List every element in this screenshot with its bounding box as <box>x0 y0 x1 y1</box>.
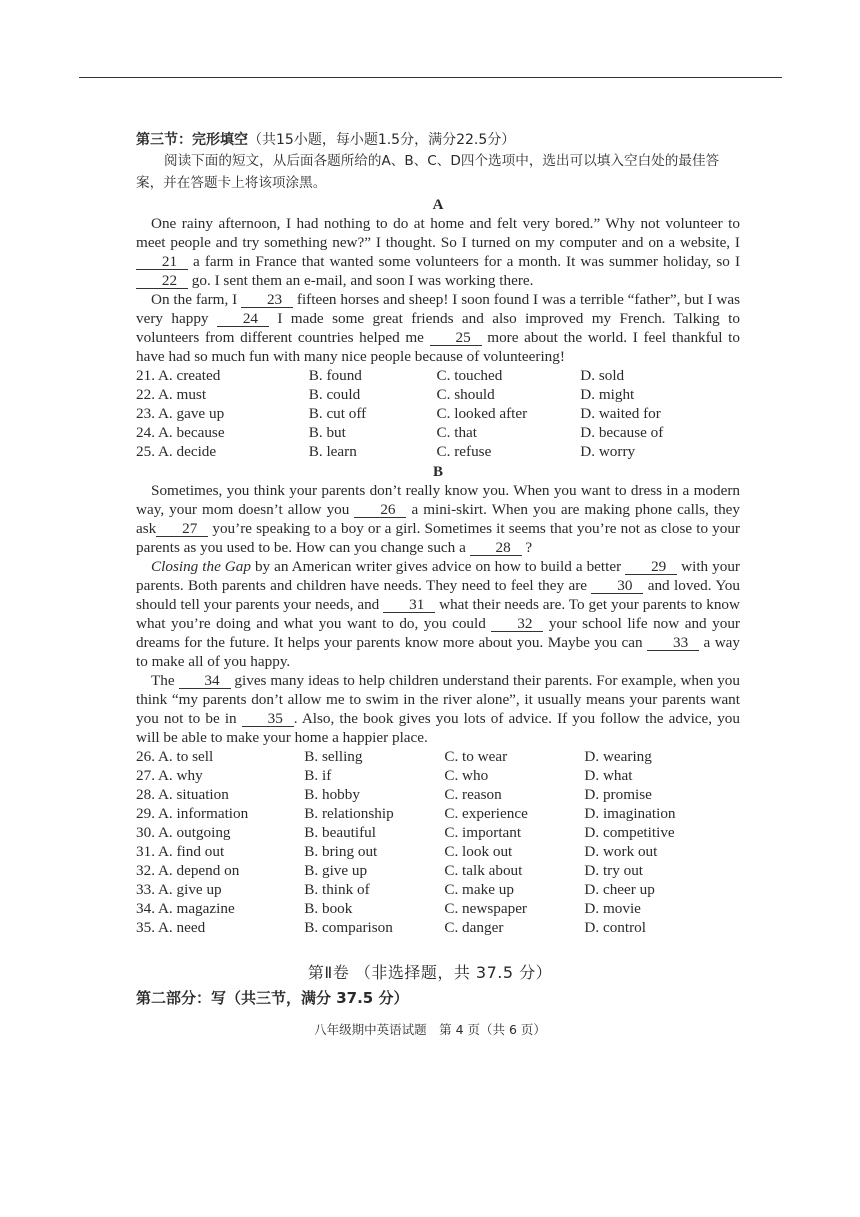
option-c: C. talk about <box>444 862 523 879</box>
volume-title: 第Ⅱ卷 （非选择题，共 37.5 分） <box>307 963 553 982</box>
option-a: 31. A. find out <box>136 843 225 860</box>
option-a: 28. A. situation <box>136 786 229 803</box>
text-run: . Also, the book gives you lots of advice. If you follow the advice, you will be able to make your home a happier place. <box>136 710 740 746</box>
answer-blank: 34 <box>179 673 231 689</box>
section-instruction: 阅读下面的短文，从后面各题所给的A、B、C、D四个选项中，选出可以填入空白处的最佳答案，并在答题卡上将该项涂黑。 <box>136 153 720 191</box>
option-a: 35. A. need <box>136 919 206 936</box>
answer-blank: 24 <box>217 311 269 327</box>
question-options-34 <box>136 899 740 918</box>
option-b: B. learn <box>308 443 357 460</box>
text-run: with your parents. Both parents and children have needs. They need to feel they are <box>136 558 740 594</box>
option-d: D. work out <box>584 843 658 860</box>
passage-b-options <box>136 747 740 937</box>
page-footer: 八年级期中英语试题 第 4 页（共 6 页） <box>314 1022 546 1037</box>
option-b: B. think of <box>304 881 370 898</box>
question-options-27 <box>136 766 740 785</box>
text-run: your school life now and your dreams for the future. It helps your parents know more about you. Maybe you can <box>136 615 740 651</box>
question-options-35 <box>136 918 740 937</box>
passage-a-label: A <box>432 197 444 213</box>
section-heading-title: 第三节：完形填空 <box>136 132 248 148</box>
top-rule <box>79 77 782 78</box>
option-c: C. make up <box>444 881 514 898</box>
option-a: 32. A. depend on <box>136 862 240 879</box>
answer-blank: 26 <box>354 502 406 518</box>
text-run: The <box>151 672 179 689</box>
option-c: C. important <box>444 824 522 841</box>
option-a: 21. A. created <box>136 367 221 384</box>
answer-blank: 33 <box>647 635 699 651</box>
passage-a-paragraph-2 <box>136 290 740 366</box>
option-d: D. cheer up <box>584 881 655 898</box>
option-b: B. comparison <box>304 919 393 936</box>
option-d: D. sold <box>580 367 625 384</box>
answer-blank: 30 <box>591 578 643 594</box>
option-c: C. danger <box>444 919 504 936</box>
exam-content <box>136 130 740 937</box>
question-options-26 <box>136 747 740 766</box>
option-d: D. competitive <box>584 824 675 841</box>
text-run: go. I sent them an e-mail, and soon I was working there. <box>188 272 534 289</box>
question-options-31 <box>136 842 740 861</box>
option-c: C. that <box>436 424 477 441</box>
answer-blank: 27 <box>156 521 208 537</box>
answer-blank: 29 <box>625 559 677 575</box>
text-run: and loved. You should tell your parents your needs, and <box>136 577 740 613</box>
question-options-24 <box>136 423 740 442</box>
option-c: C. newspaper <box>444 900 527 917</box>
option-b: B. give up <box>304 862 368 879</box>
question-options-21 <box>136 366 740 385</box>
passage-b-paragraph-3 <box>136 671 740 747</box>
option-d: D. what <box>584 767 633 784</box>
text-run: On the farm, I <box>151 291 242 308</box>
text-run: One rainy afternoon, I had nothing to do at home and felt very bored.” Why not volunteer to meet people and try something new?” I thought. So I turned on my computer and on a website, I <box>136 215 740 251</box>
option-b: B. could <box>308 386 361 403</box>
option-c: C. look out <box>444 843 513 860</box>
option-d: D. might <box>580 386 635 403</box>
option-a: 34. A. magazine <box>136 900 235 917</box>
option-d: D. control <box>584 919 646 936</box>
question-options-33 <box>136 880 740 899</box>
option-d: D. worry <box>580 443 636 460</box>
part-heading: 第二部分：写（共三节，满分 37.5 分） <box>136 989 409 1007</box>
book-title: Closing the Gap <box>151 558 251 575</box>
answer-blank: 21 <box>136 254 188 270</box>
option-a: 24. A. because <box>136 424 225 441</box>
text-run: a mini-skirt. When you are making phone calls, they ask <box>136 501 740 537</box>
passage-a-paragraph-1 <box>136 214 740 290</box>
option-b: B. relationship <box>304 805 394 822</box>
option-a: 30. A. outgoing <box>136 824 231 841</box>
section-heading-scoring: （共15小题，每小题1.5分，满分22.5分） <box>248 132 516 148</box>
option-b: B. book <box>304 900 353 917</box>
text-run: what their needs are. To get your parents to know what you’re doing and what you want to do, you could <box>136 596 740 632</box>
passage-b-paragraph-1 <box>136 481 740 557</box>
option-c: C. should <box>436 386 495 403</box>
option-a: 29. A. information <box>136 805 249 822</box>
question-options-32 <box>136 861 740 880</box>
option-c: C. to wear <box>444 748 508 765</box>
text-run: fifteen horses and sheep! I soon found I was a terrible “father”, but I was very happy <box>136 291 741 327</box>
text-run: a farm in France that wanted some volunteers for a month. It was summer holiday, so I <box>188 253 740 270</box>
question-options-25 <box>136 442 740 461</box>
passage-b-paragraph-2 <box>136 557 740 671</box>
option-a: 33. A. give up <box>136 881 222 898</box>
option-c: C. who <box>444 767 489 784</box>
option-b: B. selling <box>304 748 363 765</box>
question-options-22 <box>136 385 740 404</box>
option-b: B. if <box>304 767 332 784</box>
option-c: C. refuse <box>436 443 492 460</box>
option-b: B. but <box>308 424 346 441</box>
option-d: D. because of <box>580 424 664 441</box>
question-options-30 <box>136 823 740 842</box>
passage-b-label: B <box>432 464 443 480</box>
answer-blank: 25 <box>430 330 482 346</box>
text-run: ? <box>521 539 533 556</box>
answer-blank: 35 <box>242 711 294 727</box>
answer-blank: 22 <box>136 273 188 289</box>
option-c: C. experience <box>444 805 528 822</box>
text-run: a way to make all of you happy. <box>136 634 740 670</box>
option-d: D. waited for <box>580 405 661 422</box>
text-run: Sometimes, you think your parents don’t really know you. When you want to dress in a modern way, your mom doesn’t allow you <box>136 482 740 518</box>
answer-blank: 23 <box>241 292 293 308</box>
option-b: B. cut off <box>308 405 367 422</box>
option-a: 27. A. why <box>136 767 203 784</box>
option-d: D. imagination <box>584 805 676 822</box>
text-run: I made some great friends and also improved my French. Talking to volunteers from different countries helped me <box>136 310 740 346</box>
option-d: D. try out <box>584 862 644 879</box>
option-a: 23. A. gave up <box>136 405 225 422</box>
question-options-28 <box>136 785 740 804</box>
option-d: D. promise <box>584 786 652 803</box>
option-a: 25. A. decide <box>136 443 217 460</box>
answer-blank: 32 <box>491 616 543 632</box>
option-d: D. wearing <box>584 748 652 765</box>
option-a: 26. A. to sell <box>136 748 214 765</box>
text-run: by an American writer gives advice on how to build a better <box>250 558 626 575</box>
question-options-23 <box>136 404 740 423</box>
option-b: B. hobby <box>304 786 360 803</box>
option-b: B. bring out <box>304 843 378 860</box>
passage-a-options <box>136 366 740 461</box>
answer-blank: 28 <box>470 540 522 556</box>
answer-blank: 31 <box>383 597 435 613</box>
section-heading <box>136 130 740 150</box>
option-d: D. movie <box>584 900 641 917</box>
option-b: B. found <box>308 367 362 384</box>
text-run: gives many ideas to help children understand their parents. For example, when you think “my parents don’t allow me to swim in the river alone”, it usually means your parents want you not to be in <box>136 672 740 727</box>
option-b: B. beautiful <box>304 824 376 841</box>
option-a: 22. A. must <box>136 386 207 403</box>
option-c: C. touched <box>436 367 503 384</box>
question-options-29 <box>136 804 740 823</box>
text-run: more about the world. I feel thankful to have had so much fun with many nice people because of volunteering! <box>136 329 740 365</box>
text-run: you’re speaking to a boy or a girl. Sometimes it seems that you’re not as close to your parents as you used to be. How can you change such a <box>136 520 740 556</box>
option-c: C. reason <box>444 786 502 803</box>
option-c: C. looked after <box>436 405 528 422</box>
